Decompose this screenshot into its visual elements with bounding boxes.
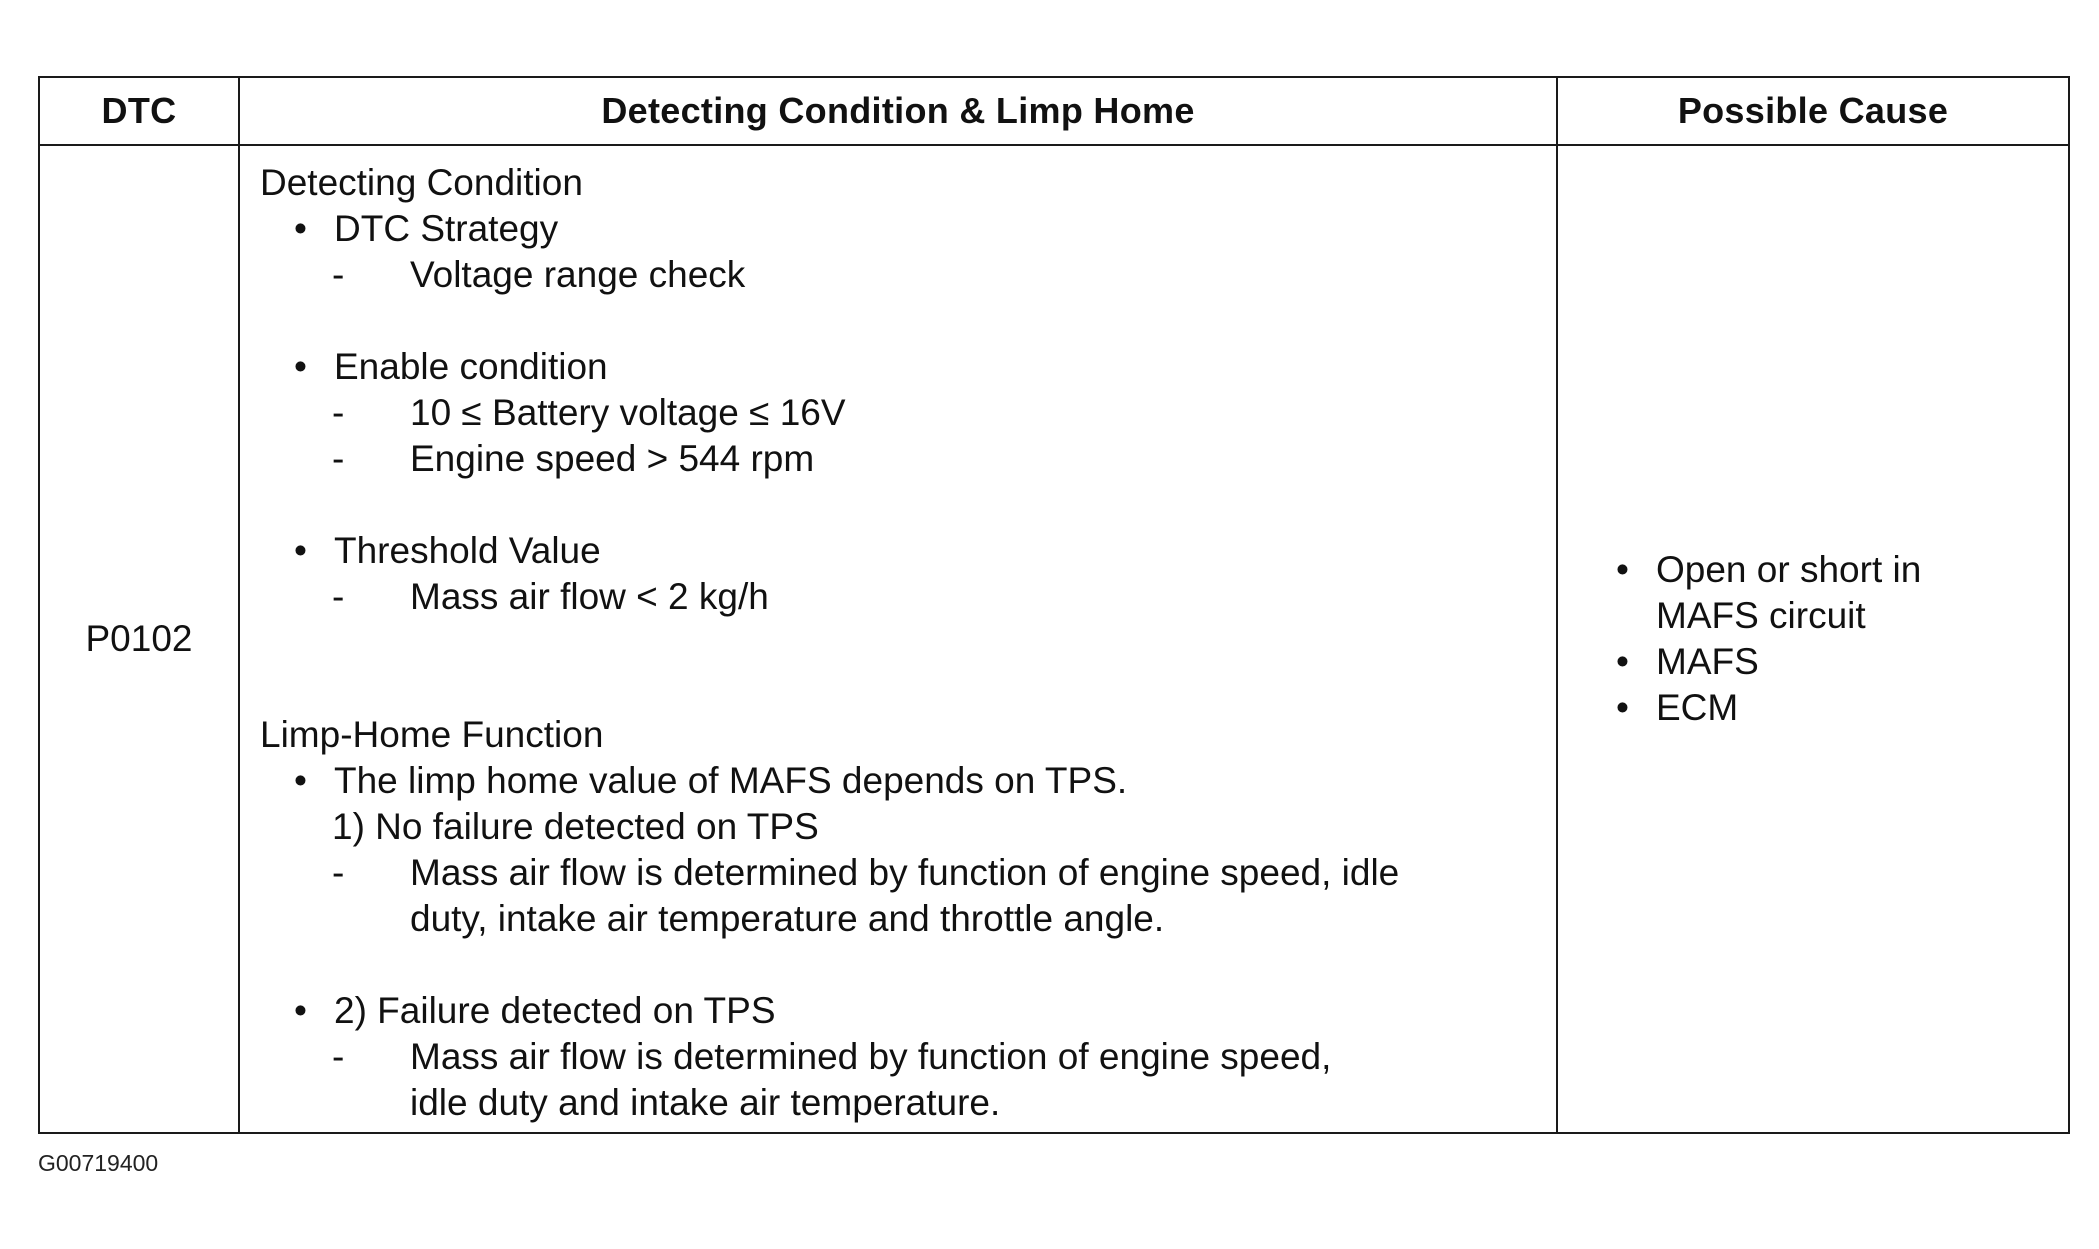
bullet-icon: • [294, 530, 307, 571]
case1-dash-item [260, 850, 1556, 896]
dash-icon: - [332, 576, 345, 617]
strategy-dash-item [260, 252, 1556, 298]
header-detecting-condition: Detecting Condition & Limp Home [239, 77, 1557, 145]
cause-item [1616, 547, 2068, 593]
bullet-icon: • [294, 990, 307, 1031]
enable-label: Enable condition [334, 346, 608, 387]
table-row [39, 145, 2069, 1133]
case2-text-line2: idle duty and intake air temperature. [410, 1082, 1001, 1123]
limp-home-intro: The limp home value of MAFS depends on TPS. [334, 760, 1128, 801]
spacer [260, 620, 1556, 712]
table-header-row [39, 77, 2069, 145]
cause-item [1616, 685, 2068, 731]
spacer [260, 482, 1556, 528]
threshold-item-text: Mass air flow < 2 kg/h [410, 576, 769, 617]
strategy-label: DTC Strategy [334, 208, 559, 249]
cause-item-text: ECM [1656, 687, 1739, 728]
case1-text-line2: duty, intake air temperature and throttle angle. [410, 898, 1165, 939]
limp-home-intro-item [260, 758, 1556, 804]
case2-text-line1: Mass air flow is determined by function of engine speed, [410, 1036, 1332, 1077]
bullet-icon: • [294, 208, 307, 249]
enable-dash-item [260, 390, 1556, 436]
bullet-icon: • [294, 346, 307, 387]
bullet-icon: • [1616, 549, 1629, 590]
case1-text-line1: Mass air flow is determined by function of engine speed, idle [410, 852, 1400, 893]
dtc-code-cell: P0102 [39, 145, 239, 1133]
case2-label: 2) Failure detected on TPS [334, 990, 776, 1031]
cause-item [1616, 639, 2068, 685]
dash-icon: - [332, 254, 345, 295]
case2-bullet-item [260, 988, 1556, 1034]
dash-icon: - [332, 1036, 345, 1077]
dash-icon: - [332, 438, 345, 479]
strategy-item-text: Voltage range check [410, 254, 746, 295]
enable-item-text: Engine speed > 544 rpm [410, 438, 815, 479]
cause-item-text: Open or short in [1656, 549, 1922, 590]
enable-item-text: 10 ≤ Battery voltage ≤ 16V [410, 392, 846, 433]
threshold-dash-item [260, 574, 1556, 620]
detecting-condition-heading: Detecting Condition [260, 162, 583, 203]
possible-cause-cell [1557, 145, 2069, 1133]
dtc-table [38, 76, 2070, 1134]
enable-dash-item [260, 436, 1556, 482]
header-dtc: DTC [39, 77, 239, 145]
cause-item-text: MAFS [1656, 641, 1759, 682]
limp-home-heading: Limp-Home Function [260, 714, 604, 755]
case1-label: 1) No failure detected on TPS [332, 806, 819, 847]
bullet-icon: • [294, 760, 307, 801]
header-possible-cause: Possible Cause [1557, 77, 2069, 145]
dash-icon: - [332, 852, 345, 893]
threshold-bullet-item [260, 528, 1556, 574]
cause-item-continuation: MAFS circuit [1656, 595, 1866, 636]
spacer [260, 942, 1556, 988]
threshold-label: Threshold Value [334, 530, 601, 571]
spacer [260, 298, 1556, 344]
bullet-icon: • [1616, 687, 1629, 728]
dash-icon: - [332, 392, 345, 433]
strategy-bullet-item [260, 206, 1556, 252]
enable-bullet-item [260, 344, 1556, 390]
figure-id: G00719400 [38, 1150, 159, 1176]
case2-dash-item [260, 1034, 1556, 1080]
bullet-icon: • [1616, 641, 1629, 682]
detecting-condition-cell [239, 145, 1557, 1133]
